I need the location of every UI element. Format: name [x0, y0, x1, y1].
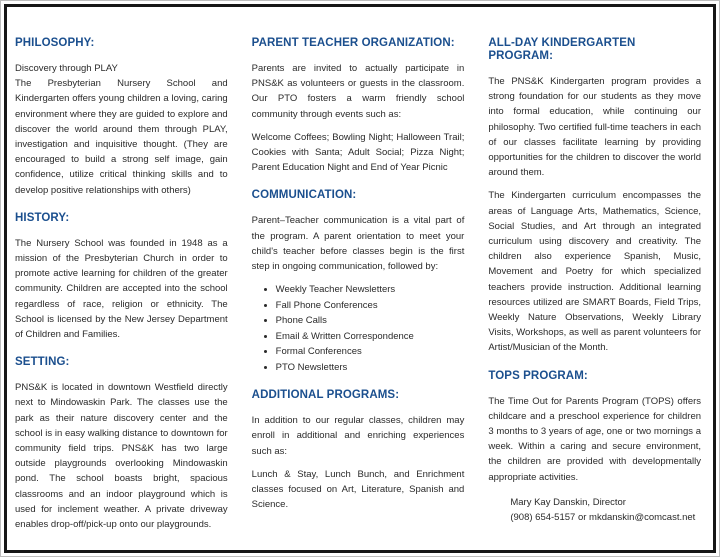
contact-line: Mary Kay Danskin, Director — [510, 496, 626, 508]
bullet-item: • Formal Conferences — [276, 344, 465, 360]
paragraph: PNS&K is located in downtown Westfield directly next to Mindowaskin Park. The classes use the park as their nature discovery center and the school is in easy walking distance to downtown for community field trips. PNS&K has two large outside playgrounds overlooking Mindowaskin pond. The school boasts bright, spacious classrooms and an indoor playground which is used for inclement weather. A private driveway enables drop-off/pick-up onto our playgrounds. — [15, 382, 228, 531]
bullet-item: • Email & Written Correspondence — [276, 329, 465, 345]
column — [488, 37, 701, 550]
paragraph: The Kindergarten curriculum encompasses the areas of Language Arts, Mathematics, Science, Social Studies, and Art through an integrated curriculum using discovery and creativity. The children also experience Spanish, Music, Movement and Poetry for which specialized teachers provide instruction. Additional learning resources utilized are SMART Boards, Field Trips, Weekly Nature Observations, Weekly Library Visits, Workshops, as well as parent volunteers for Artist/Musician of the Month. — [488, 190, 702, 354]
paragraph: Welcome Coffees; Bowling Night; Halloween Trail; Cookies with Santa; Adult Social; Pizza Night; Parent Education Night and End of Year Picnic — [251, 131, 465, 174]
paragraph: The Nursery School was founded in 1948 as a mission of the Presbyterian Church in order to promote active learning for children of the greater community. Children are accepted into the school regardless of race, religion or ethnicity. The School is licensed by the New Jersey Department of Children and Families. — [15, 237, 228, 341]
paragraph: The PNS&K Kindergarten program provides a strong foundation for our students as they move into formal education, while continuing our philosophy. Two certified full-time teachers in each of our classes facilitate learning by providing opportunities for the children to discover the world around them. — [488, 76, 702, 179]
section — [15, 212, 228, 342]
section — [488, 370, 701, 526]
bullet-item: • Phone Calls — [276, 313, 465, 329]
paragraph: Lunch & Stay, Lunch Bunch, and Enrichment classes focused on Art, Literature, Spanish and Science. — [251, 468, 465, 511]
section-heading: HISTORY: — [15, 211, 70, 224]
paragraph: The Time Out for Parents Program (TOPS) offers childcare and a preschool experience for children 3 months to 3 years of age, one or two mornings a week. Within a caring and secure environment, the children are provided with developmentally appropriate activities. — [488, 395, 702, 483]
section — [252, 389, 465, 512]
bullet-item: • Weekly Teacher Newsletters — [276, 282, 465, 298]
section — [252, 37, 465, 175]
paragraph: The Presbyterian Nursery School and Kindergarten offers young children a loving, caring environment where they are guided to explore and discover the world around them through PLAY, investigation and inquisitive thought. (They are encouraged to build a strong self image, gain confidence, utilize critical thinking skills and to develop positive relationships with others) — [15, 78, 228, 196]
section-heading: COMMUNICATION: — [251, 189, 357, 202]
section-heading: SETTING: — [15, 356, 70, 369]
paragraph: Parents are invited to actually participate in PNS&K as volunteers or guests in the classroom. Our PTO fosters a warm friendly school community through events such as: — [251, 63, 465, 120]
section — [252, 189, 465, 375]
columns-container — [7, 7, 713, 550]
section-heading: ADDITIONAL PROGRAMS: — [251, 389, 400, 402]
bullet-list — [252, 282, 465, 375]
column — [252, 37, 465, 550]
section-heading: PARENT TEACHER ORGANIZATION: — [251, 37, 455, 49]
bullet-item: • PTO Newsletters — [276, 360, 465, 376]
contact-line: (908) 654-5157 or mkdanskin@comcast.net — [510, 512, 696, 524]
paragraph: Parent–Teacher communication is a vital part of the program. A parent orientation to meet your child's teacher before classes begin is the first step in ongoing communication, followed by: — [251, 215, 465, 273]
contact-block — [488, 495, 701, 526]
bullet-item: • Fall Phone Conferences — [276, 298, 465, 314]
paragraph: In addition to our regular classes, children may enroll in additional and enriching experiences such as: — [251, 415, 465, 457]
section-heading: TOPS PROGRAM: — [488, 369, 588, 382]
section — [15, 356, 228, 532]
column — [15, 37, 228, 550]
section — [15, 37, 228, 198]
paragraph: Discovery through PLAY — [15, 63, 118, 74]
section — [488, 37, 701, 356]
section-heading: ALL-DAY KINDERGARTEN PROGRAM: — [488, 37, 636, 62]
section-heading: PHILOSOPHY: — [15, 37, 95, 49]
